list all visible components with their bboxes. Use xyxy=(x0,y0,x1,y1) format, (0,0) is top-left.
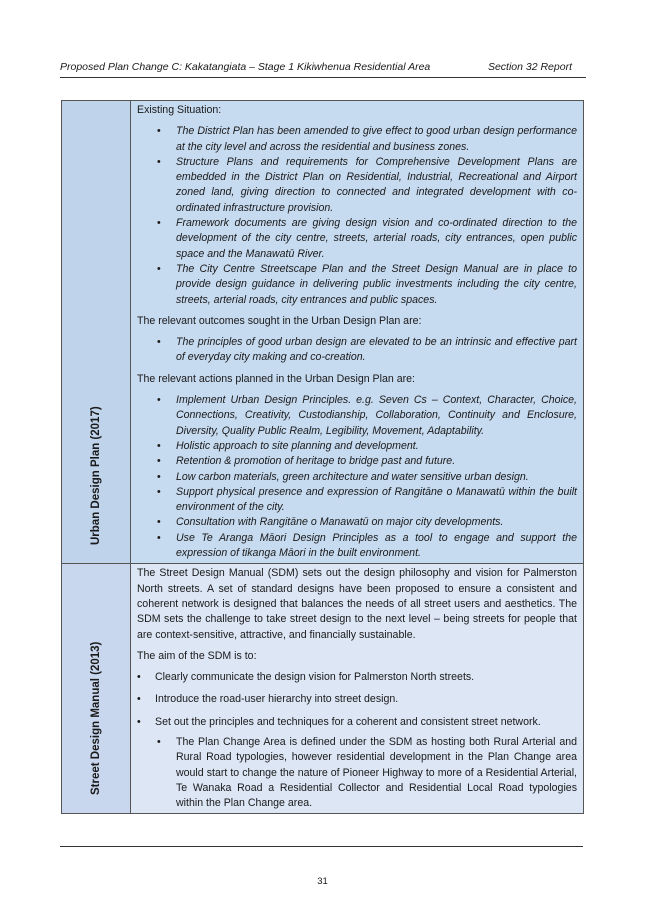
outcomes-list xyxy=(137,335,577,366)
list-item: • Retention & promotion of heritage to bridge past and future. xyxy=(137,454,577,469)
situation-list xyxy=(137,124,577,308)
actions-intro: The relevant actions planned in the Urban Design Plan are: xyxy=(137,372,415,385)
list-item: • The City Centre Streetscape Plan and the Street Design Manual are in place to provide design guidance in delivering public investments including the city centre, streets, arterial roads, city entrances and public spaces. xyxy=(137,262,577,308)
table-row xyxy=(62,564,584,814)
list-item: • The District Plan has been amended to give effect to good urban design performance at the city level and across the residential and business zones. xyxy=(137,124,577,155)
list-item: • The principles of good urban design are elevated to be an intrinsic and effective part of everyday city making and co-creation. xyxy=(137,335,577,366)
row-content-cell xyxy=(131,564,584,814)
page-header xyxy=(60,60,586,78)
outcomes-intro: The relevant outcomes sought in the Urban Design Plan are: xyxy=(137,314,422,327)
list-item: • Holistic approach to site planning and development. xyxy=(137,439,577,454)
list-item: • Introduce the road-user hierarchy into street design. xyxy=(137,692,577,707)
actions-list xyxy=(137,393,577,561)
footer-divider xyxy=(60,846,583,847)
row-content-cell xyxy=(131,101,584,564)
list-item: • Structure Plans and requirements for Comprehensive Development Plans are embedded in the District Plan on Residential, Industrial, Recreational and Airport zoned land, giving direction to connected and integrated development with co-ordinated infrastructure provision. xyxy=(137,155,577,216)
nested-list xyxy=(137,735,577,811)
list-item: • Implement Urban Design Principles. e.g. Seven Cs – Context, Character, Choice, Connections, Creativity, Custodianship, Collaboration, Continuity and Enclosure, Diversity, Quality Public Realm, Legibility, Movement, Adaptability. xyxy=(137,393,577,439)
aims-list xyxy=(137,670,577,730)
list-item: • Clearly communicate the design vision for Palmerston North streets. xyxy=(137,670,577,685)
row-label: Street Design Manual (2013) xyxy=(90,642,102,796)
list-item: • Support physical presence and expression of Rangitāne o Manawatū within the built environment of the city. xyxy=(137,485,577,516)
sdm-intro: The Street Design Manual (SDM) sets out the design philosophy and vision for Palmerston North streets. A set of standard designs have been proposed to ensure a consistent and coherent network is designed that balances the needs of all street users and aesthetics. The SDM sets the challenge to take street design to the next level – being streets for people that are context-sensitive, attractive, and financially sustainable. xyxy=(137,567,577,641)
list-item: • Set out the principles and techniques for a coherent and consistent street network. xyxy=(137,715,577,730)
list-item: • Low carbon materials, green architecture and water sensitive urban design. xyxy=(137,470,577,485)
list-item: • The Plan Change Area is defined under the SDM as hosting both Rural Arterial and Rural Road typologies, however residential development in the Plan Change area would start to change the nature of Pioneer Highway to more of a Residential Arterial, Te Wanaka Road a Residential Collector and Residential Local Road typologies within the Plan Change area. xyxy=(137,735,577,811)
policy-table xyxy=(61,100,584,814)
row-label-cell xyxy=(62,564,131,814)
page-number: 31 xyxy=(317,876,328,887)
list-item: • Use Te Aranga Māori Design Principles as a tool to engage and support the expression of tikanga Māori in the built environment. xyxy=(137,531,577,562)
table-row xyxy=(62,101,584,564)
list-item: • Framework documents are giving design vision and co-ordinated direction to the development of the city centre, streets, arterial roads, city entrances, open public space and the Manawatū River. xyxy=(137,216,577,262)
aim-intro: The aim of the SDM is to: xyxy=(137,649,257,662)
row-label-cell xyxy=(62,101,131,564)
header-title: Proposed Plan Change C: Kakatangiata – Stage 1 Kikiwhenua Residential Area xyxy=(60,61,431,73)
row-label: Urban Design Plan (2017) xyxy=(90,406,102,546)
list-item: • Consultation with Rangitāne o Manawatū on major city developments. xyxy=(137,515,577,530)
header-section: Section 32 Report xyxy=(487,61,572,73)
existing-situation-heading: Existing Situation: xyxy=(137,104,222,116)
